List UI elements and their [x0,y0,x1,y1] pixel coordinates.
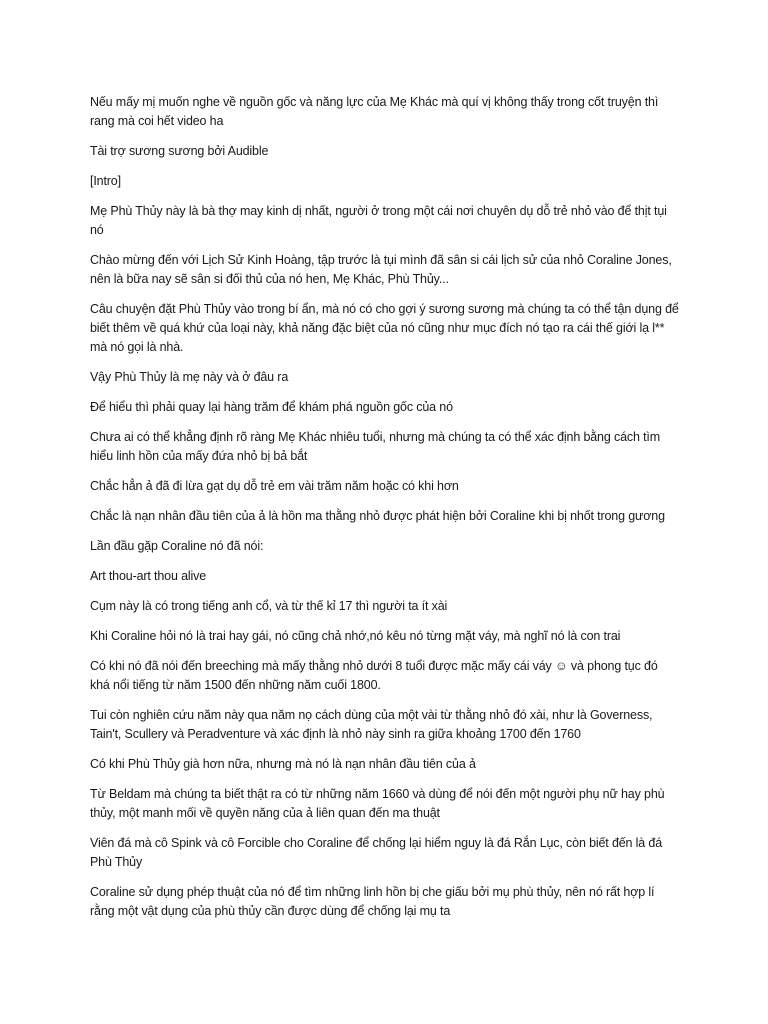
paragraph: Khi Coraline hỏi nó là trai hay gái, nó cũng chả nhớ,nó kêu nó từng mặt váy, mà nghĩ nó là con trai [90,629,621,643]
paragraph: Chào mừng đến với Lịch Sử Kinh Hoàng, tập trước là tụi mình đã sân si cái lịch sử của nhỏ Coraline Jones, nên là bữa nay sẽ sân si đối thủ của nó hen, Mẹ Khác, Phù Thủy... [90,253,672,286]
paragraph: Viên đá mà cô Spink và cô Forcible cho Coraline để chống lại hiểm nguy là đá Rắn Lục, còn biết đến là đá Phù Thủy [90,836,663,869]
paragraph: Câu chuyện đặt Phù Thủy vào trong bí ẩn, mà nó có cho gợi ý sương sương mà chúng ta có thể tận dụng để biết thêm về quá khứ của loại này, khả năng đặc biệt của nó cũng như mục đích nó tạo ra cái thế giới lạ l** mà nó gọi là nhà. [90,302,679,354]
paragraph: Cụm này là có trong tiếng anh cổ, và từ thế kỉ 17 thì người ta ít xài [90,599,448,613]
paragraph: Art thou-art thou alive [90,569,207,583]
paragraph: Chưa ai có thể khẳng định rõ ràng Mẹ Khác nhiêu tuổi, nhưng mà chúng ta có thể xác định bằng cách tìm hiểu linh hồn của mấy đứa nhỏ bị bả bắt [90,430,661,463]
paragraph: [Intro] [90,174,121,188]
document-body [90,93,680,932]
paragraph: Từ Beldam mà chúng ta biết thật ra có từ những năm 1660 và dùng để nói đến một người phụ nữ hay phù thủy, một manh mối về quyền năng của ả liên quan đến ma thuật [90,787,665,820]
paragraph: Chắc là nạn nhân đầu tiên của ả là hồn ma thằng nhỏ được phát hiện bởi Coraline khi bị nhốt trong gương [90,509,665,523]
paragraph: Lần đầu gặp Coraline nó đã nói: [90,539,264,553]
paragraph: Nếu mấy mị muốn nghe về nguồn gốc và năng lực của Mẹ Khác mà quí vị không thấy trong cốt truyện thì rang mà coi hết video ha [90,95,659,128]
paragraph: Chắc hẳn ả đã đi lừa gạt dụ dỗ trẻ em vài trăm năm hoặc có khi hơn [90,479,459,493]
paragraph: Có khi Phù Thủy già hơn nữa, nhưng mà nó là nạn nhân đầu tiên của ả [90,757,476,771]
paragraph: Để hiểu thì phải quay lại hàng trăm để khám phá nguồn gốc của nó [90,400,453,414]
paragraph: Coraline sử dụng phép thuật của nó để tìm những linh hồn bị che giấu bởi mụ phù thủy, nên nó rất hợp lí rằng một vật dụng của phù thủy cần được dùng để chống lại mụ ta [90,885,655,918]
paragraph: Tài trợ sương sương bởi Audible [90,144,269,158]
paragraph: Có khi nó đã nói đến breeching mà mấy thằng nhỏ dưới 8 tuổi được mặc mấy cái váy ☺ và phong tục đó khá nổi tiếng từ năm 1500 đến những năm cuối 1800. [90,659,658,692]
paragraph: Mẹ Phù Thủy này là bà thợ may kinh dị nhất, người ở trong một cái nơi chuyên dụ dỗ trẻ nhỏ vào để thịt tụi nó [90,204,667,237]
paragraph: Tui còn nghiên cứu năm này qua năm nọ cách dùng của một vài từ thằng nhỏ đó xài, như là Governess, Tain't, Scullery và Peradventure và xác định là nhỏ này sinh ra giữa khoảng 1700 đến 1760 [90,708,653,741]
paragraph: Vậy Phù Thủy là mẹ này và ở đâu ra [90,370,289,384]
